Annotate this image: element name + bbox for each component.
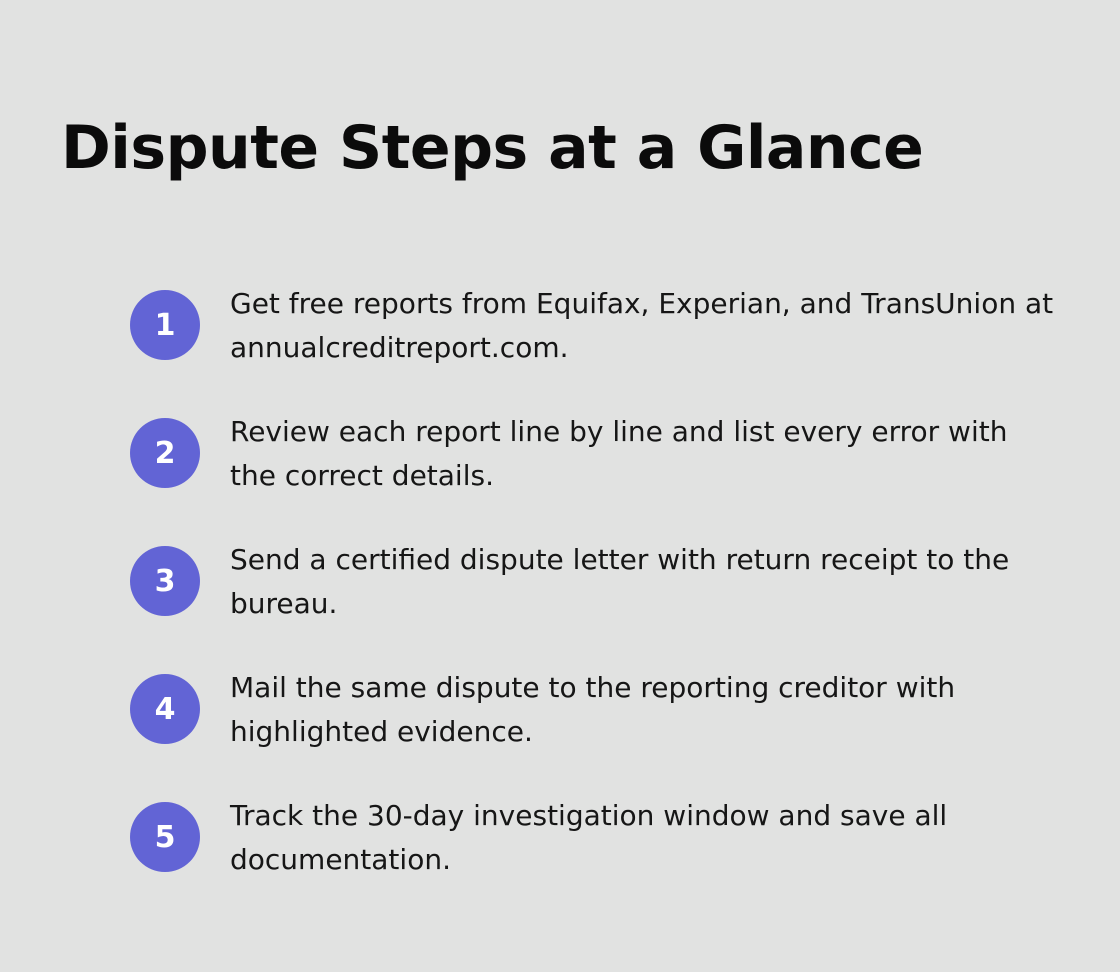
step-number-badge: 4 <box>130 674 200 744</box>
step-number-badge: 1 <box>130 290 200 360</box>
step-description: Mail the same dispute to the reporting creditor with highlighted evidence. <box>230 671 956 748</box>
step-description: Track the 30-day investigation window and save all documentation. <box>230 799 948 876</box>
step-item-3 <box>130 538 1060 638</box>
step-number-badge: 5 <box>130 802 200 872</box>
step-item-2 <box>130 410 1060 510</box>
step-description: Review each report line by line and list every error with the correct details. <box>230 415 1008 492</box>
step-item-4 <box>130 666 1060 766</box>
step-description: Send a certified dispute letter with return receipt to the bureau. <box>230 543 1010 620</box>
step-item-1 <box>130 282 1060 382</box>
step-description: Get free reports from Equifax, Experian, and TransUnion at annualcreditreport.com. <box>230 287 1054 364</box>
page-title: Dispute Steps at a Glance <box>61 113 924 183</box>
step-number-badge: 3 <box>130 546 200 616</box>
step-number-badge: 2 <box>130 418 200 488</box>
step-item-5 <box>130 794 1060 894</box>
